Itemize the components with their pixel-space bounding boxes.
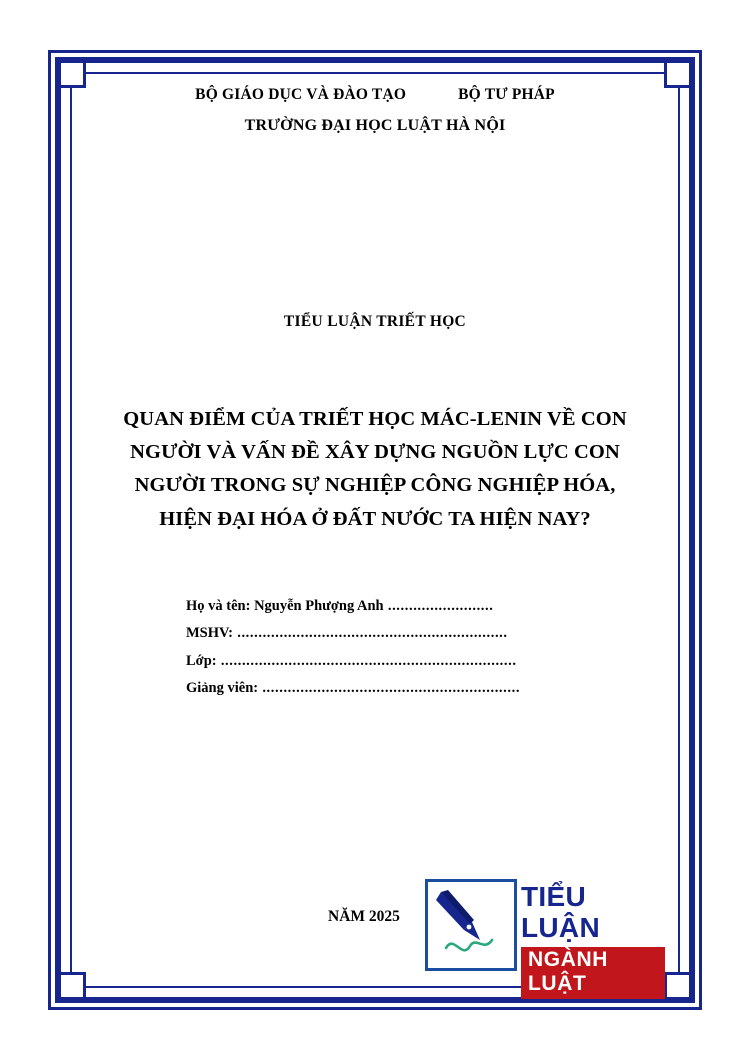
title-line: HIỆN ĐẠI HÓA Ở ĐẤT NƯỚC TA HIỆN NAY? — [159, 507, 591, 530]
corner-ornament-top-right — [664, 60, 692, 88]
title-line: NGƯỜI TRONG SỰ NGHIỆP CÔNG NGHIỆP HÓA, — [134, 474, 616, 497]
logo-line-primary: TIỂU LUẬN — [521, 881, 600, 943]
university-name: TRƯỜNG ĐẠI HỌC LUẬT HÀ NỘI — [244, 117, 506, 134]
author-info-block — [186, 598, 660, 698]
logo-line-secondary: NGÀNH LUẬT — [528, 947, 608, 995]
brand-logo — [425, 876, 665, 995]
info-dots-class: ...................................................................... — [216, 652, 517, 669]
info-dots-name: ......................... — [383, 597, 494, 614]
document-type-label: TIỂU LUẬN TRIẾT HỌC — [283, 313, 467, 330]
info-value-name: Nguyễn Phượng Anh — [254, 597, 384, 614]
info-label-class: Lớp: — [186, 652, 217, 669]
logo-line-secondary-bg — [521, 947, 665, 999]
logo-frame — [425, 879, 517, 971]
page-title — [90, 403, 660, 536]
info-row-mshv — [186, 625, 660, 642]
info-label-mshv: MSHV: — [186, 625, 233, 642]
corner-ornament-bottom-right — [664, 972, 692, 1000]
info-label-name: Họ và tên: — [186, 597, 251, 614]
info-dots-mshv: ................................................................ — [233, 625, 508, 642]
title-line: QUAN ĐIỂM CỦA TRIẾT HỌC MÁC-LENIN VỀ CON — [123, 408, 627, 430]
ministry-education-label: BỘ GIÁO DỤC VÀ ĐÀO TẠO — [195, 86, 407, 103]
corner-ornament-top-left — [58, 60, 86, 88]
info-row-name — [186, 598, 660, 615]
ministry-justice-label: BỘ TƯ PHÁP — [458, 86, 555, 103]
fountain-pen-nib-icon — [428, 882, 508, 962]
year-label: NĂM 2025 — [328, 908, 400, 925]
logo-wordmark — [521, 882, 665, 999]
info-row-class — [186, 653, 660, 670]
info-dots-lecturer: ............................................................. — [258, 680, 521, 697]
ministry-header — [90, 86, 660, 104]
cover-footer — [90, 876, 660, 995]
info-label-lecturer: Giảng viên: — [186, 680, 259, 697]
corner-ornament-bottom-left — [58, 972, 86, 1000]
title-line: NGƯỜI VÀ VẤN ĐỀ XÂY DỰNG NGUỒN LỰC CON — [130, 441, 620, 464]
cover-content — [90, 80, 660, 995]
info-row-lecturer — [186, 680, 660, 697]
